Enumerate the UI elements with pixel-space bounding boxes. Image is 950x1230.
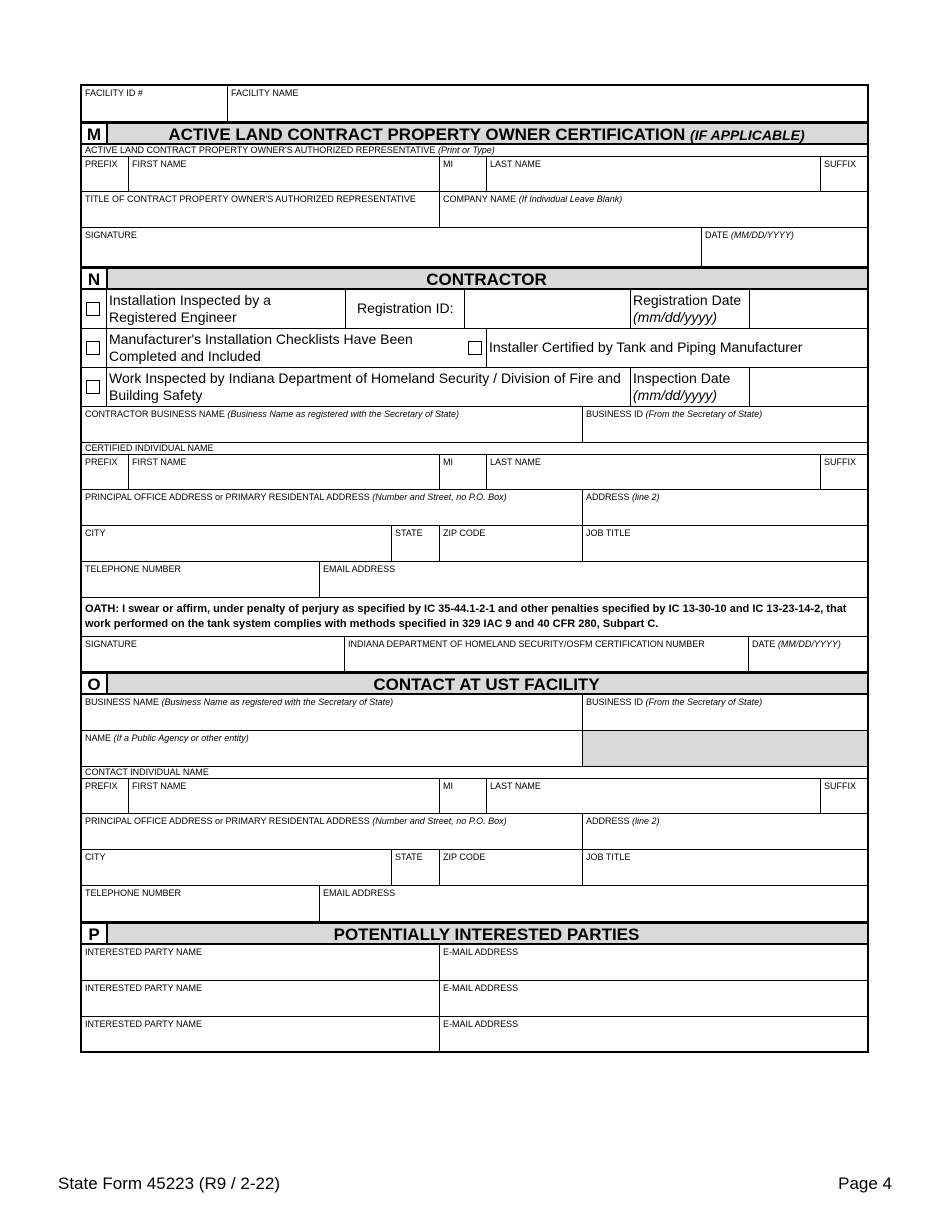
business-id-text: BUSINESS ID [586, 409, 644, 419]
mi-label: MI [443, 781, 453, 791]
first-name-field[interactable] [128, 779, 439, 813]
suffix-label: SUFFIX [824, 781, 857, 791]
job-title-field[interactable] [582, 526, 867, 561]
facility-name-field[interactable] [227, 86, 867, 121]
facility-id-field[interactable] [82, 86, 227, 121]
suffix-label: SUFFIX [824, 159, 857, 169]
interested-party-email-field[interactable] [439, 1017, 867, 1051]
agency-name-field[interactable] [82, 731, 582, 766]
last-name-label: LAST NAME [490, 159, 541, 169]
business-id-note: (From the Secretary of State) [645, 409, 763, 419]
state-field[interactable] [391, 850, 439, 885]
address2-field[interactable] [582, 814, 867, 849]
address-label [85, 816, 507, 827]
facility-name-label: FACILITY NAME [231, 88, 299, 98]
date-field[interactable] [701, 228, 867, 266]
interested-party-email-label: E-MAIL ADDRESS [443, 1019, 519, 1029]
reg-date-line2: (mm/dd/yyyy) [633, 309, 717, 325]
n-phone-row [82, 562, 867, 598]
form-number: State Form 45223 (R9 / 2-22) [58, 1174, 281, 1193]
interested-party-email-field[interactable] [439, 945, 867, 980]
mi-field[interactable] [439, 779, 486, 813]
certified-label-row [82, 443, 867, 454]
certified-individual-label: CERTIFIED INDIVIDUAL NAME [85, 443, 214, 453]
n-address-row [82, 490, 867, 526]
insp-date-label-cell [630, 368, 749, 406]
city-field[interactable] [82, 526, 391, 561]
section-n-header [82, 267, 867, 290]
interested-party-name-label: INTERESTED PARTY NAME [85, 947, 203, 957]
business-id-label [586, 409, 762, 420]
inspected-line2: Registered Engineer [109, 309, 237, 325]
state-label: STATE [395, 528, 423, 538]
state-form-page [80, 84, 869, 1053]
suffix-label: SUFFIX [824, 457, 857, 467]
last-name-label: LAST NAME [490, 781, 541, 791]
company-name-text: COMPANY NAME [443, 194, 517, 204]
registration-id-label: Registration ID: [357, 300, 454, 316]
email-field[interactable] [319, 562, 867, 597]
inspected-cell [106, 290, 345, 328]
date-label-text: DATE [705, 230, 729, 240]
insp-date-field[interactable] [749, 368, 867, 406]
suffix-field[interactable] [820, 779, 867, 813]
section-letter: N [82, 269, 108, 288]
business-name-note: (Business Name as registered with the Secretary of State) [161, 697, 394, 707]
city-label: CITY [85, 852, 106, 862]
section-p-header [82, 922, 867, 945]
email-label: EMAIL ADDRESS [323, 888, 396, 898]
checklist-checkbox[interactable] [86, 341, 100, 355]
address2-text: ADDRESS [586, 816, 630, 826]
oath-text: OATH: I swear or affirm, under penalty of perjury as specified by IC 35-44.1-2-1 and other penalties specified by IC 13-30-10 and IC 13-23-14-2, that work performed on the tank system complies with methods specified in 329 IAC 9 and 40 CFR 280, Subpart C. [85, 603, 847, 630]
city-field[interactable] [82, 850, 391, 885]
page-number: Page 4 [838, 1174, 892, 1193]
installer-certified-label: Installer Certified by Tank and Piping Manufacturer [489, 339, 803, 355]
interested-party-name-label: INTERESTED PARTY NAME [85, 1019, 203, 1029]
checklist-row [82, 329, 867, 368]
prefix-label: PREFIX [85, 781, 118, 791]
work-line1: Work Inspected by Indiana Department of Homeland Security / Division of Fire and [109, 370, 621, 386]
installer-certified-checkbox[interactable] [468, 341, 482, 355]
rep-label [85, 145, 495, 156]
insp-date-line2: (mm/dd/yyyy) [633, 387, 717, 403]
business-id-field[interactable] [582, 407, 867, 442]
prefix-field[interactable] [82, 455, 128, 489]
section-title: CONTACT AT UST FACILITY [373, 675, 600, 694]
checklist-line2: Completed and Included [109, 348, 261, 364]
prefix-label: PREFIX [85, 457, 118, 467]
work-inspected-checkbox[interactable] [86, 380, 100, 394]
address-field[interactable] [82, 490, 582, 525]
business-name-text: BUSINESS NAME [85, 697, 160, 707]
last-name-field[interactable] [486, 455, 820, 489]
o-city-row [82, 850, 867, 886]
registration-id-field[interactable] [464, 290, 630, 328]
address-text: PRINCIPAL OFFICE ADDRESS or PRIMARY RESIDENTAL ADDRESS [85, 816, 370, 826]
address2-text: ADDRESS [586, 492, 630, 502]
interested-party-name-field[interactable] [82, 981, 439, 1016]
signature-label: SIGNATURE [85, 230, 137, 240]
m-title-row [82, 192, 867, 228]
checklist-cell [106, 329, 463, 367]
interested-party-row [82, 945, 867, 981]
business-id-field[interactable] [582, 695, 867, 730]
reg-date-label-cell [630, 290, 749, 328]
n-name-row [82, 454, 867, 490]
o-business-row [82, 695, 867, 731]
prefix-label: PREFIX [85, 159, 118, 169]
o-name-row [82, 731, 867, 767]
inspected-row [82, 290, 867, 329]
reg-date-line1: Registration Date [633, 292, 742, 308]
interested-party-row [82, 1017, 867, 1053]
interested-party-email-label: E-MAIL ADDRESS [443, 983, 519, 993]
prefix-field[interactable] [82, 157, 128, 191]
section-letter: O [82, 674, 108, 693]
suffix-field[interactable] [820, 157, 867, 191]
company-name-field[interactable] [439, 192, 867, 227]
shaded-cell [582, 731, 867, 766]
date-label-note: (MM/DD/YYYY) [730, 230, 794, 240]
email-field[interactable] [319, 886, 867, 921]
interested-party-email-label: E-MAIL ADDRESS [443, 947, 519, 957]
address2-label [586, 492, 660, 503]
reg-date-field[interactable] [749, 290, 867, 328]
business-name-note: (Business Name as registered with the Secretary of State) [227, 409, 459, 419]
contact-label-row [82, 767, 867, 778]
business-id-note: (From the Secretary of State) [645, 697, 763, 707]
date-label-note: (MM/DD/YYYY) [777, 639, 841, 649]
checklist-line1: Manufacturer's Installation Checklists Have Been [109, 331, 413, 347]
zip-label: ZIP CODE [443, 528, 486, 538]
interested-party-name-field[interactable] [82, 1017, 439, 1051]
section-title: CONTRACTOR [426, 270, 547, 289]
n-signature-row [82, 636, 867, 672]
section-letter: P [82, 924, 108, 943]
address2-label [586, 816, 660, 827]
date-label-text: DATE [752, 639, 776, 649]
section-letter: M [82, 124, 108, 143]
section-title-text: ACTIVE LAND CONTRACT PROPERTY OWNER CERTIFICATION [168, 125, 686, 144]
business-name-label [85, 409, 459, 420]
city-label: CITY [85, 528, 106, 538]
zip-field[interactable] [439, 526, 582, 561]
address-label [85, 492, 507, 503]
mi-label: MI [443, 159, 453, 169]
first-name-field[interactable] [128, 455, 439, 489]
n-city-row [82, 526, 867, 562]
signature-field[interactable] [82, 228, 701, 266]
phone-field[interactable] [82, 886, 319, 921]
business-id-text: BUSINESS ID [586, 697, 644, 707]
first-name-field[interactable] [128, 157, 439, 191]
installer-cell [486, 329, 867, 367]
rep-label-row [82, 145, 867, 156]
rep-title-field[interactable] [82, 192, 439, 227]
section-title: POTENTIALLY INTERESTED PARTIES [333, 925, 640, 944]
date-field[interactable] [748, 637, 867, 671]
inspected-line1: Installation Inspected by a [109, 292, 271, 308]
address2-field[interactable] [582, 490, 867, 525]
company-name-note: (If Individual Leave Blank) [518, 194, 623, 204]
section-m-header [82, 122, 867, 145]
job-title-label: JOB TITLE [586, 852, 631, 862]
o-person-row [82, 778, 867, 814]
work-cell [106, 368, 630, 406]
facility-id-label: FACILITY ID # [85, 88, 143, 98]
state-label: STATE [395, 852, 423, 862]
n-business-row [82, 407, 867, 443]
suffix-field[interactable] [820, 455, 867, 489]
o-address-row [82, 814, 867, 850]
last-name-label: LAST NAME [490, 457, 541, 467]
agency-name-label [85, 733, 249, 744]
cert-number-field[interactable] [344, 637, 748, 671]
first-name-label: FIRST NAME [132, 457, 187, 467]
business-name-text: CONTRACTOR BUSINESS NAME [85, 409, 225, 419]
o-phone-row [82, 886, 867, 922]
mi-field[interactable] [439, 455, 486, 489]
zip-label: ZIP CODE [443, 852, 486, 862]
facility-row [82, 86, 867, 122]
insp-date-line1: Inspection Date [633, 370, 731, 386]
address-text: PRINCIPAL OFFICE ADDRESS or PRIMARY RESIDENTAL ADDRESS [85, 492, 370, 502]
phone-label: TELEPHONE NUMBER [85, 888, 182, 898]
business-name-field[interactable] [82, 407, 582, 442]
last-name-field[interactable] [486, 157, 820, 191]
address2-note: (line 2) [632, 816, 660, 826]
state-field[interactable] [391, 526, 439, 561]
company-name-label [443, 194, 622, 205]
signature-label: SIGNATURE [85, 639, 137, 649]
contact-individual-label: CONTACT INDIVIDUAL NAME [85, 767, 209, 777]
address2-note: (line 2) [632, 492, 660, 502]
work-inspected-row [82, 368, 867, 407]
job-title-field[interactable] [582, 850, 867, 885]
phone-field[interactable] [82, 562, 319, 597]
address-note: (Number and Street, no P.O. Box) [372, 492, 507, 502]
agency-name-note: (If a Public Agency or other entity) [113, 733, 249, 743]
mi-field[interactable] [439, 157, 486, 191]
date-label [705, 230, 794, 241]
prefix-field[interactable] [82, 779, 128, 813]
email-label: EMAIL ADDRESS [323, 564, 396, 574]
agency-name-text: NAME [85, 733, 112, 743]
section-title-suffix: (IF APPLICABLE) [690, 127, 805, 143]
cert-number-label: INDIANA DEPARTMENT OF HOMELAND SECURITY/OSFM CERTIFICATION NUMBER [348, 639, 705, 649]
first-name-label: FIRST NAME [132, 159, 187, 169]
registration-id-label-cell [345, 290, 464, 328]
interested-party-row [82, 981, 867, 1017]
interested-party-email-field[interactable] [439, 981, 867, 1016]
interested-party-name-field[interactable] [82, 945, 439, 980]
mi-label: MI [443, 457, 453, 467]
last-name-field[interactable] [486, 779, 820, 813]
zip-field[interactable] [439, 850, 582, 885]
interested-party-name-label: INTERESTED PARTY NAME [85, 983, 203, 993]
signature-field[interactable] [82, 637, 344, 671]
business-name-label [85, 697, 393, 708]
date-label [752, 639, 841, 650]
address-note: (Number and Street, no P.O. Box) [372, 816, 507, 826]
address-field[interactable] [82, 814, 582, 849]
rep-title-label: TITLE OF CONTRACT PROPERTY OWNER'S AUTHORIZED REPRESENTATIVE [85, 194, 416, 204]
rep-label-text: ACTIVE LAND CONTRACT PROPERTY OWNER'S AUTHORIZED REPRESENTATIVE [85, 145, 436, 155]
business-name-field[interactable] [82, 695, 582, 730]
business-id-label [586, 697, 762, 708]
section-title [106, 124, 867, 143]
job-title-label: JOB TITLE [586, 528, 631, 538]
m-signature-row [82, 228, 867, 267]
work-line2: Building Safety [109, 387, 203, 403]
inspected-checkbox[interactable] [86, 302, 100, 316]
m-name-row [82, 156, 867, 192]
first-name-label: FIRST NAME [132, 781, 187, 791]
phone-label: TELEPHONE NUMBER [85, 564, 182, 574]
rep-label-note: (Print or Type) [437, 145, 495, 155]
section-o-header [82, 672, 867, 695]
